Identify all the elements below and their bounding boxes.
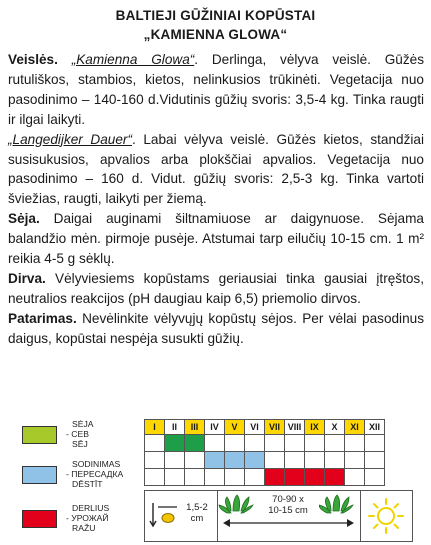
legend-sowing-lv: SĒJ — [72, 439, 88, 450]
calendar-planting-row — [145, 452, 385, 469]
month-12: XII — [365, 420, 385, 435]
seed-depth-icon — [149, 499, 179, 533]
advice-desc: Nevėlinkite vėlyvųjų kopūstų sėjos. Per vėlai pasodinus daigus, kopūstai nespėja susukti gūžių. — [8, 310, 424, 346]
legend-harvest-swatch — [22, 510, 57, 528]
legend-planting-swatch — [22, 466, 57, 484]
planting-cell-month-2 — [165, 452, 185, 469]
legend-planting-ru: - ПЕРЕСАДКА — [66, 469, 124, 480]
variety2-desc: . Labai vėlyva veislė. Gūžės kietos, standžiai susisukusios, apvalios arba plokščiai apvalios. Vegetacija nuo pasodinimo – 160 d. Vidut. gūžių svoris: 2,5-3 kg. Tinka vartoti šviežias, raugti, laikyti per žiemą. — [8, 131, 424, 207]
sowing-cell-month-1 — [145, 435, 165, 452]
depth-value — [179, 502, 215, 524]
planting-cell-month-5 — [225, 452, 245, 469]
spacing-cell — [217, 491, 361, 541]
sowing-cell-month-9 — [305, 435, 325, 452]
legend-planting-lt: SODINIMAS — [72, 459, 121, 469]
title-line-1: BALTIEJI GŪŽINIAI KOPŪSTAI — [115, 8, 316, 23]
sowing-paragraph — [8, 209, 424, 269]
harvest-cell-month-8 — [285, 469, 305, 486]
month-6: VI — [245, 420, 265, 435]
legend-harvest-lt: DERLIUS — [72, 503, 110, 513]
harvest-cell-month-1 — [145, 469, 165, 486]
month-11: XI — [345, 420, 365, 435]
harvest-cell-month-2 — [165, 469, 185, 486]
harvest-cell-month-11 — [345, 469, 365, 486]
sun-icon — [360, 491, 412, 541]
description-text — [8, 50, 424, 349]
harvest-cell-month-12 — [365, 469, 385, 486]
planting-cell-month-11 — [345, 452, 365, 469]
sowing-cell-month-4 — [205, 435, 225, 452]
planting-cell-month-8 — [285, 452, 305, 469]
soil-paragraph — [8, 269, 424, 309]
title-line-2: „KAMIENNA GLOWA“ — [143, 27, 288, 42]
legend-planting-lv: DĒSTĪT — [72, 479, 103, 490]
calendar-harvest-row — [145, 469, 385, 486]
month-2: II — [165, 420, 185, 435]
planting-cell-month-3 — [185, 452, 205, 469]
sowing-cell-month-8 — [285, 435, 305, 452]
planting-cell-month-7 — [265, 452, 285, 469]
harvest-cell-month-6 — [245, 469, 265, 486]
month-1: I — [145, 420, 165, 435]
soil-desc: Vėlyviesiems kopūstams geriausiai tinka gausiai įtręštos, neutralios reakcijos (pH daugiau kaip 6,5) priemolio dirvos. — [8, 270, 424, 306]
month-4: IV — [205, 420, 225, 435]
growing-info-strip — [144, 490, 413, 542]
legend-sowing-text — [66, 419, 94, 450]
legend-sowing-ru: - СЕВ — [66, 429, 89, 440]
legend-sowing-swatch — [22, 426, 57, 444]
month-7: VII — [265, 420, 285, 435]
depth-text: 1,5-2 cm — [186, 502, 208, 524]
month-9: IX — [305, 420, 325, 435]
spacing-line2: 10-15 cm — [268, 505, 308, 516]
harvest-cell-month-3 — [185, 469, 205, 486]
sowing-cell-month-3 — [185, 435, 205, 452]
calendar-month-row — [145, 420, 385, 435]
advice-label: Patarimas. — [8, 310, 77, 326]
harvest-cell-month-7 — [265, 469, 285, 486]
sun-cell — [360, 491, 412, 541]
soil-label: Dirva. — [8, 270, 46, 286]
harvest-cell-month-9 — [305, 469, 325, 486]
planting-cell-month-9 — [305, 452, 325, 469]
month-5: V — [225, 420, 245, 435]
sowing-cell-month-12 — [365, 435, 385, 452]
harvest-cell-month-10 — [325, 469, 345, 486]
sowing-cell-month-6 — [245, 435, 265, 452]
harvest-cell-month-5 — [225, 469, 245, 486]
spacing-line1: 70-90 x — [272, 494, 304, 505]
sowing-cell-month-7 — [265, 435, 285, 452]
planting-cell-month-4 — [205, 452, 225, 469]
sowing-label: Sėja. — [8, 211, 40, 227]
variety1-paragraph — [8, 50, 424, 130]
sowing-desc: Daigai auginami šiltnamiuose ar daigynuose. Sėjama balandžio mėn. pirmoje pusėje. Atstumai tarp eilučių 10-15 cm. 1 m² reikia 4-5 g sėklų. — [8, 211, 424, 267]
variety1-desc: . Derlinga, vėlyva veislė. Gūžės rutuliškos, stambios, kietos, nelinkusios trūkinėti. Vegetacija nuo pasodinimo – 140-160 d.Vidutinis gūžių svoris: 3,5-4 kg. Tinka raugti ir ilgai laikyti. — [8, 52, 424, 127]
legend-harvest-text — [66, 503, 109, 534]
legend-sowing-lt: SĖJA — [72, 419, 94, 429]
variety2-name: „Langedijker Dauer“ — [8, 131, 132, 147]
sowing-calendar — [144, 419, 385, 486]
sowing-cell-month-5 — [225, 435, 245, 452]
spacing-value — [257, 494, 319, 516]
sowing-cell-month-11 — [345, 435, 365, 452]
variety1-name: „Kamienna Glowa“ — [71, 52, 195, 67]
legend-harvest-lv: RAŽU — [72, 523, 96, 534]
sowing-cell-month-10 — [325, 435, 345, 452]
planting-cell-month-12 — [365, 452, 385, 469]
planting-cell-month-6 — [245, 452, 265, 469]
planting-cell-month-1 — [145, 452, 165, 469]
variety2-paragraph — [8, 130, 424, 210]
month-3: III — [185, 420, 205, 435]
sowing-cell-month-2 — [165, 435, 185, 452]
month-10: X — [325, 420, 345, 435]
month-8: VIII — [285, 420, 305, 435]
legend-harvest-ru: - УРОЖАЙ — [66, 513, 109, 524]
calendar-sowing-row — [145, 435, 385, 452]
harvest-cell-month-4 — [205, 469, 225, 486]
legend-planting-text — [66, 459, 123, 490]
variety-label: Veislės. — [8, 52, 58, 67]
advice-paragraph — [8, 309, 424, 349]
depth-cell — [145, 491, 218, 541]
planting-cell-month-10 — [325, 452, 345, 469]
